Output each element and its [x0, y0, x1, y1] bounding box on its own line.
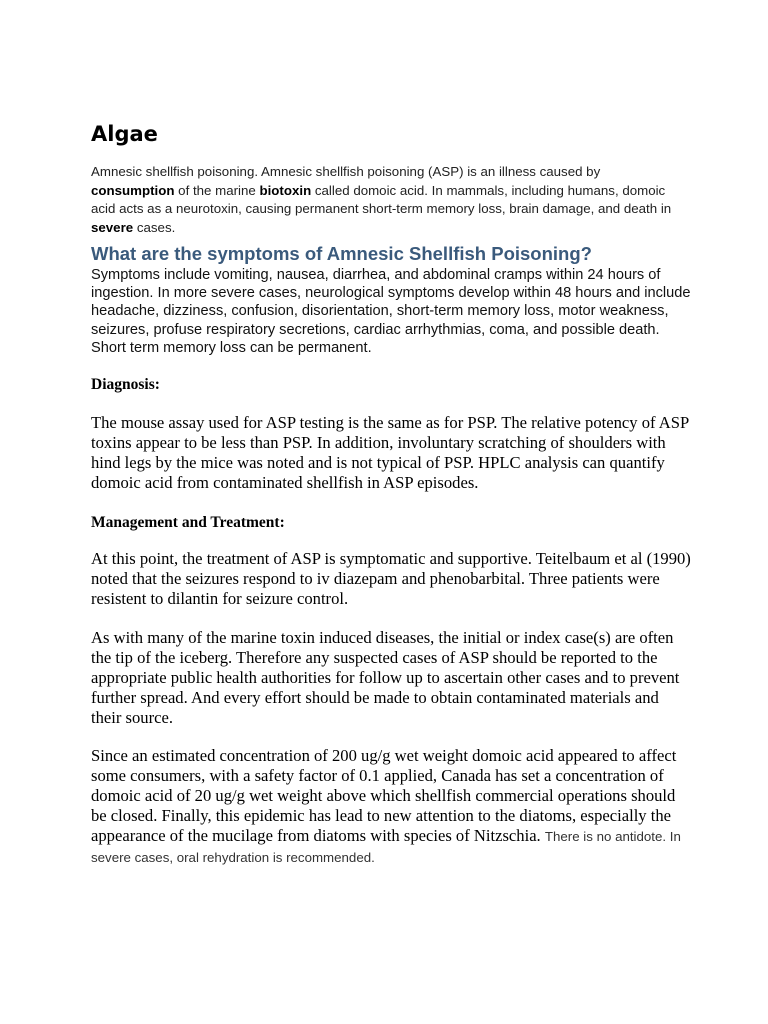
intro-bold-biotoxin: biotoxin: [259, 182, 312, 198]
page-title: Algae: [91, 122, 158, 146]
symptoms-paragraph: Symptoms include vomiting, nausea, diarrhea, and abdominal cramps within 24 hours of ingestion. In more severe cases, neurological symptoms develop within 48 hours and include headache, dizziness, confusion, disorientation, short-term memory loss, motor weakness, seizures, profuse respiratory secretions, cardiac arrhythmias, coma, and possible death. Short term memory loss can be permanent.: [91, 267, 691, 356]
intro-text-2: of the marine: [174, 182, 260, 198]
intro-bold-severe: severe: [91, 219, 134, 235]
symptoms-heading: What are the symptoms of Amnesic Shellfish Poisoning?: [91, 243, 592, 264]
intro-text-4: cases.: [133, 219, 176, 235]
antidote-note: There is no antidote. In severe cases, oral rehydration is recommended.: [91, 829, 681, 865]
diagnosis-heading: Diagnosis:: [91, 376, 160, 393]
intro-bold-consumption: consumption: [91, 182, 175, 198]
management-heading: Management and Treatment:: [91, 514, 285, 531]
management-paragraph-3: [91, 746, 691, 868]
intro-text-1: Amnesic shellfish poisoning. Amnesic shellfish poisoning (ASP) is an illness caused by: [91, 164, 601, 179]
management-paragraph-1: At this point, the treatment of ASP is symptomatic and supportive. Teitelbaum et al (1990) noted that the seizures respond to iv diazepam and phenobarbital. Three patients were resistent to dilantin for seizure control.: [91, 549, 691, 608]
management-paragraph-2: As with many of the marine toxin induced diseases, the initial or index case(s) are often the tip of the iceberg. Therefore any suspected cases of ASP should be reported to the appropriate public health authorities for follow up to ascertain other cases and to prevent further spread. And every effort should be made to obtain contaminated materials and their source.: [91, 628, 680, 727]
diagnosis-paragraph: The mouse assay used for ASP testing is the same as for PSP. The relative potency of ASP toxins appear to be less than PSP. In addition, involuntary scratching of shoulders with hind legs by the mice was noted and is not typical of PSP. HPLC analysis can quantify domoic acid from contaminated shellfish in ASP episodes.: [91, 413, 689, 492]
intro-text-3: called domoic acid. In mammals, including humans, domoic acid acts as a neurotoxin, causing permanent short-term memory loss, brain damage, and death in: [91, 182, 672, 216]
management-paragraph-3-serif: Since an estimated concentration of 200 ug/g wet weight domoic acid appeared to affect some consumers, with a safety factor of 0.1 applied, Canada has set a concentration of domoic acid of 20 ug/g wet weight above which shellfish commercial operations should be closed. Finally, this epidemic has lead to new attention to the diatoms, especially the appearance of the mucilage from diatoms with species of Nitzschia.: [91, 746, 677, 845]
intro-paragraph: [91, 163, 681, 237]
